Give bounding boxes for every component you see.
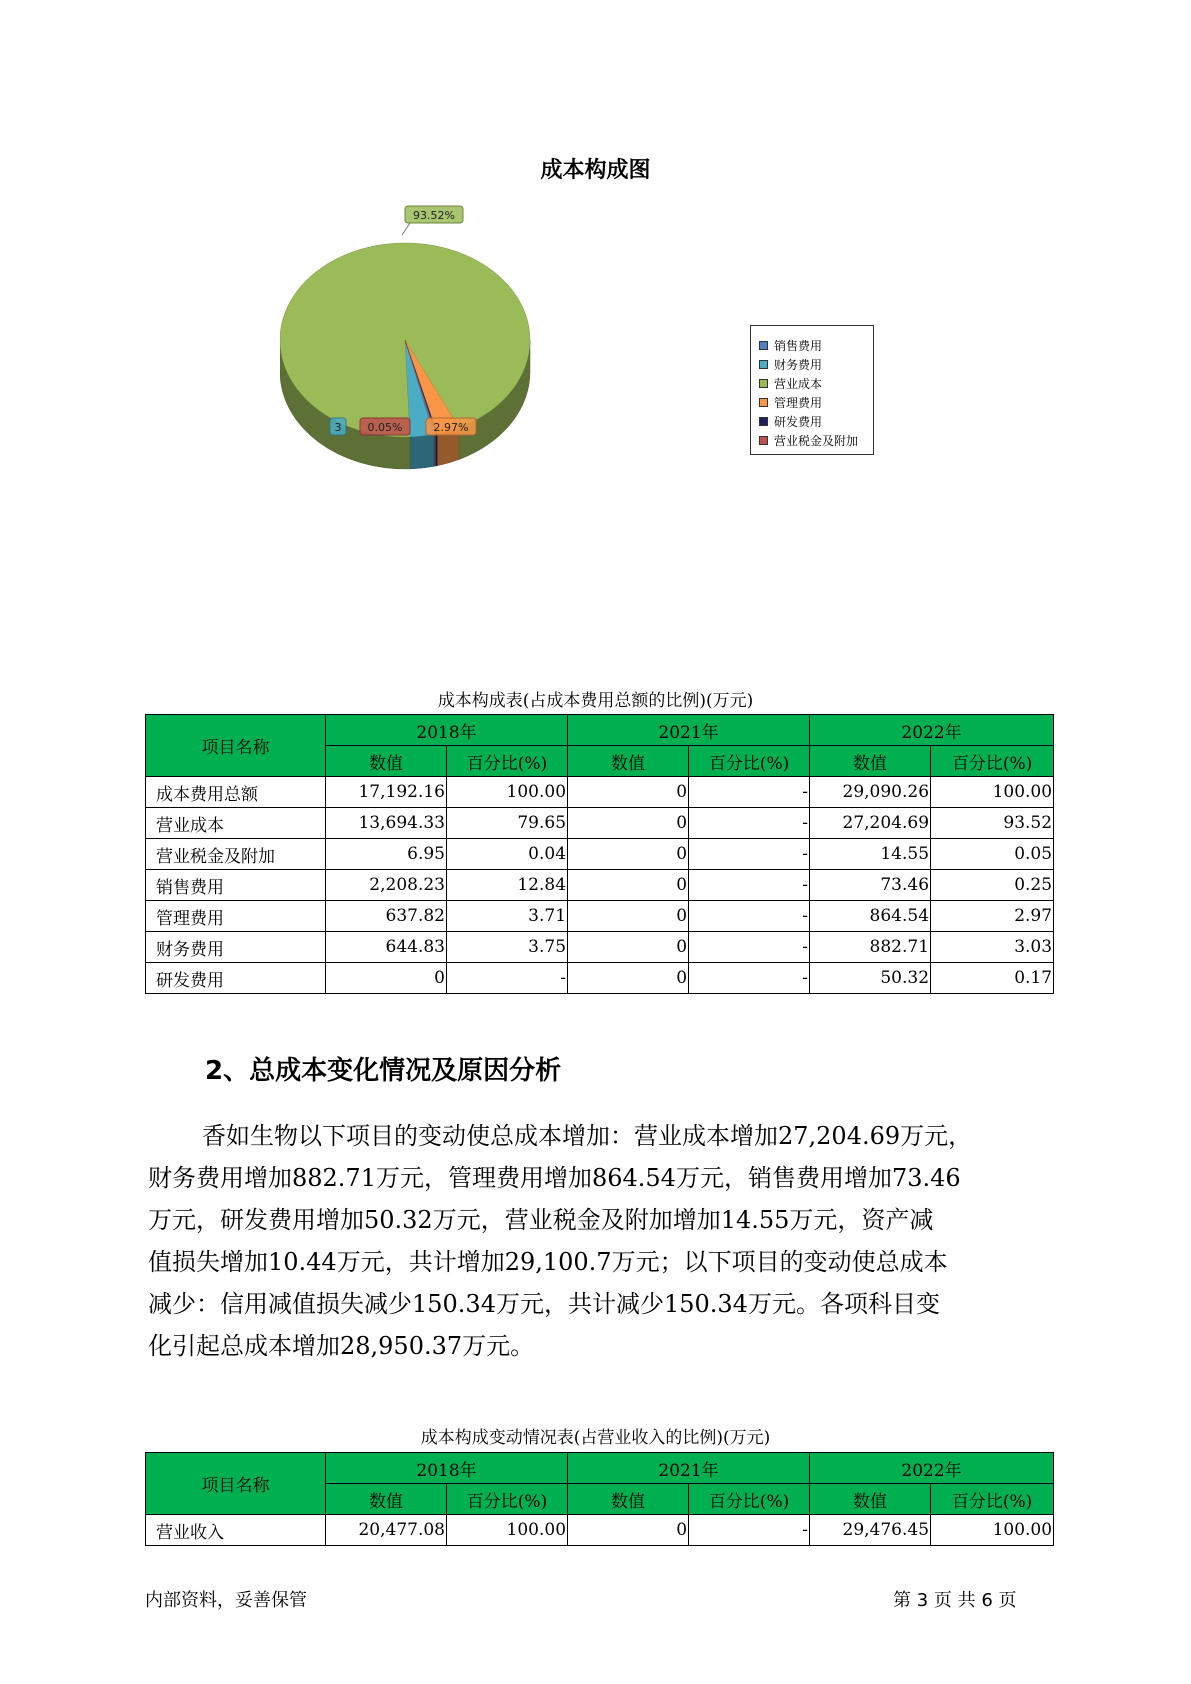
legend-label: 营业税金及附加 [774,434,859,448]
header-value: 数值 [568,1484,689,1515]
pie-label-管理费用 [426,418,476,435]
legend-label: 财务费用 [774,358,823,372]
legend-swatch [759,341,768,350]
cell-value: 79.65 [447,808,568,839]
row-name: 营业税金及附加 [146,839,326,870]
table1-caption: 成本构成表(占成本费用总额的比例)(万元) [437,691,754,711]
legend-item [759,336,873,355]
header-year: 2018年 [326,715,568,746]
pie-label-营业税金及附加 [360,418,410,435]
revenue-table [145,1452,1054,1546]
cell-value: 12.84 [447,870,568,901]
header-percent: 百分比(%) [931,746,1054,777]
cell-value: 3.71 [447,901,568,932]
header-value: 数值 [568,746,689,777]
cell-value: 20,477.08 [326,1515,447,1546]
legend-item [759,412,873,431]
cell-value: 0.04 [447,839,568,870]
cell-value: 13,694.33 [326,808,447,839]
paragraph-line: 减少：信用减值损失减少150.34万元，共计减少150.34万元。各项科目变 [148,1290,940,1318]
paragraph-line: 财务费用增加882.71万元，管理费用增加864.54万元，销售费用增加73.46 [148,1164,961,1192]
cell-value: - [689,777,810,808]
cell-value: 3.75 [447,932,568,963]
cell-value: 100.00 [447,1515,568,1546]
cell-value: 0 [568,963,689,994]
cell-value: 882.71 [810,932,931,963]
cell-value: 0 [568,932,689,963]
cell-value: 2.97 [931,901,1054,932]
cell-value: 6.95 [326,839,447,870]
row-name: 销售费用 [146,870,326,901]
header-year: 2021年 [568,715,810,746]
header-percent: 百分比(%) [931,1484,1054,1515]
pie-label-营业成本 [405,206,463,223]
legend-item [759,393,873,412]
paragraph-line: 万元，研发费用增加50.32万元，营业税金及附加增加14.55万元，资产减 [148,1206,934,1234]
header-percent: 百分比(%) [447,746,568,777]
table-row [146,901,1054,932]
cell-value: 0 [568,839,689,870]
cost-structure-table [145,714,1054,994]
table-row [146,1515,1054,1546]
paragraph-line: 值损失增加10.44万元，共计增加29,100.7万元；以下项目的变动使总成本 [148,1248,948,1276]
legend-item [759,374,873,393]
footer-page-number: 第 3 页 共 6 页 [893,1590,1017,1611]
table-row [146,839,1054,870]
cell-value: - [447,963,568,994]
cell-value: 100.00 [931,1515,1054,1546]
cell-value: - [689,901,810,932]
cell-value: 93.52 [931,808,1054,839]
cell-value: 0 [568,808,689,839]
header-percent: 百分比(%) [447,1484,568,1515]
pie-side-财务费用 [410,434,434,468]
header-item-name: 项目名称 [146,715,326,777]
svg-text:93.52%: 93.52% [413,209,455,222]
svg-text:2.97%: 2.97% [433,421,469,434]
cell-value: 50.32 [810,963,931,994]
cell-value: 637.82 [326,901,447,932]
cell-value: - [689,963,810,994]
cell-value: 27,204.69 [810,808,931,839]
legend-label: 销售费用 [774,339,823,353]
header-year: 2018年 [326,1453,568,1484]
chart-title: 成本构成图 [540,158,651,183]
cell-value: 17,192.16 [326,777,447,808]
legend-label: 研发费用 [774,415,823,429]
header-value: 数值 [326,1484,447,1515]
legend-label: 管理费用 [774,396,823,410]
cell-value: 0 [568,901,689,932]
pie-chart [280,190,550,475]
section-heading: 2、总成本变化情况及原因分析 [205,1056,562,1086]
cell-value: 3.03 [931,932,1054,963]
row-name: 管理费用 [146,901,326,932]
legend-item [759,431,873,450]
cell-value: - [689,870,810,901]
legend-swatch [759,436,768,445]
cell-value: 73.46 [810,870,931,901]
footer-confidential: 内部资料，妥善保管 [145,1590,307,1611]
header-value: 数值 [810,1484,931,1515]
header-year: 2022年 [810,1453,1054,1484]
header-value: 数值 [326,746,447,777]
cell-value: 0 [568,1515,689,1546]
table-row [146,870,1054,901]
cell-value: 0 [326,963,447,994]
row-name: 成本费用总额 [146,777,326,808]
header-year: 2022年 [810,715,1054,746]
header-percent: 百分比(%) [689,1484,810,1515]
legend-swatch [759,398,768,407]
pie-side-销售费用 [434,434,436,466]
table2-caption: 成本构成变动情况表(占营业收入的比例)(万元) [420,1428,771,1448]
legend-swatch [759,417,768,426]
pie-leader-line [402,223,410,235]
cell-value: 0 [568,777,689,808]
row-name: 营业收入 [146,1515,326,1546]
pie-label-财务费用 [330,418,346,435]
header-item-name: 项目名称 [146,1453,326,1515]
table-row [146,963,1054,994]
cell-value: - [689,839,810,870]
cell-value: 14.55 [810,839,931,870]
cell-value: 0 [568,870,689,901]
paragraph-line: 香如生物以下项目的变动使总成本增加：营业成本增加27,204.69万元， [202,1122,973,1150]
row-name: 财务费用 [146,932,326,963]
cell-value: 0.25 [931,870,1054,901]
cell-value: 100.00 [931,777,1054,808]
table-row [146,777,1054,808]
header-year: 2021年 [568,1453,810,1484]
header-value: 数值 [810,746,931,777]
table-row [146,808,1054,839]
cell-value: 864.54 [810,901,931,932]
chart-legend [750,325,874,455]
cell-value: 29,090.26 [810,777,931,808]
legend-label: 营业成本 [774,377,823,391]
cell-value: 29,476.45 [810,1515,931,1546]
paragraph-line: 化引起总成本增加28,950.37万元。 [148,1332,535,1360]
legend-swatch [759,360,768,369]
cell-value: 0.05 [931,839,1054,870]
cell-value: - [689,1515,810,1546]
legend-item [759,355,873,374]
cell-value: 100.00 [447,777,568,808]
cell-value: - [689,932,810,963]
cell-value: 0.17 [931,963,1054,994]
legend-swatch [759,379,768,388]
table-row [146,932,1054,963]
svg-text:3: 3 [334,421,342,434]
cell-value: - [689,808,810,839]
cell-value: 644.83 [326,932,447,963]
row-name: 研发费用 [146,963,326,994]
cell-value: 2,208.23 [326,870,447,901]
header-percent: 百分比(%) [689,746,810,777]
svg-text:0.05%: 0.05% [367,421,403,434]
row-name: 营业成本 [146,808,326,839]
